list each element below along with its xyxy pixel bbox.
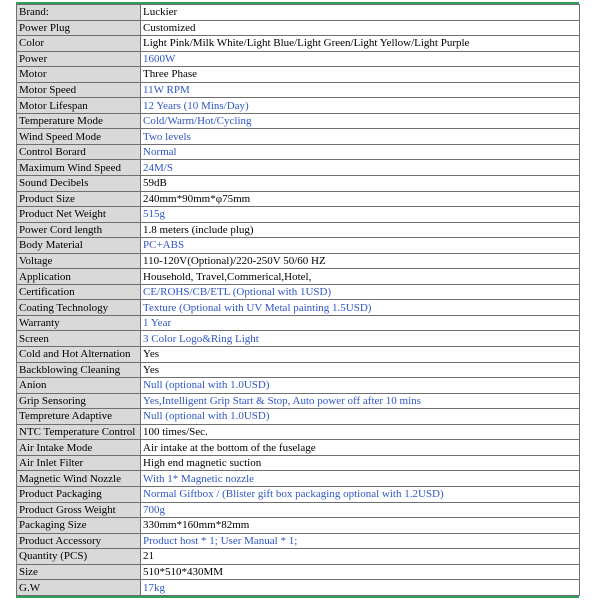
spec-value: 59dB [141, 176, 580, 192]
spec-label: Motor Speed [17, 82, 141, 98]
table-row [17, 207, 580, 223]
spec-value: Null (optional with 1.0USD) [141, 409, 580, 425]
spec-label: Sound Decibels [17, 176, 141, 192]
table-row [17, 455, 580, 471]
spec-label: Brand: [17, 5, 141, 21]
table-row [17, 315, 580, 331]
spec-label: Grip Sensoring [17, 393, 141, 409]
spec-value: Normal [141, 144, 580, 160]
table-row [17, 284, 580, 300]
table-row [17, 518, 580, 534]
table-row [17, 269, 580, 285]
table-row [17, 549, 580, 565]
spec-value: Customized [141, 20, 580, 36]
spec-label: Magnetic Wind Nozzle [17, 471, 141, 487]
spec-label: Air Intake Mode [17, 440, 141, 456]
spec-label: Maximum Wind Speed [17, 160, 141, 176]
spec-value: 100 times/Sec. [141, 424, 580, 440]
spec-label: Voltage [17, 253, 141, 269]
spec-value: 1.8 meters (include plug) [141, 222, 580, 238]
spec-label: Air Inlet Filter [17, 455, 141, 471]
table-row [17, 300, 580, 316]
spec-label: Motor [17, 67, 141, 83]
table-row [17, 393, 580, 409]
table-row [17, 580, 580, 596]
spec-value: Cold/Warm/Hot/Cycling [141, 113, 580, 129]
spec-label: Power Cord length [17, 222, 141, 238]
table-row [17, 440, 580, 456]
spec-label: Product Size [17, 191, 141, 207]
table-row [17, 331, 580, 347]
table-row [17, 82, 580, 98]
spec-value: Normal Giftbox / (Blister gift box packaging optional with 1.2USD) [141, 486, 580, 502]
spec-value: 700g [141, 502, 580, 518]
table-row [17, 533, 580, 549]
spec-value: 3 Color Logo&Ring Light [141, 331, 580, 347]
table-row [17, 471, 580, 487]
spec-table-body [17, 5, 580, 596]
spec-value: 510*510*430MM [141, 564, 580, 580]
spec-label: NTC Temperature Control [17, 424, 141, 440]
spec-value: High end magnetic suction [141, 455, 580, 471]
table-row [17, 564, 580, 580]
spec-label: Size [17, 564, 141, 580]
spec-label: Product Packaging [17, 486, 141, 502]
spec-value: 21 [141, 549, 580, 565]
spec-value: Luckier [141, 5, 580, 21]
spec-label: Packaging Size [17, 518, 141, 534]
table-row [17, 129, 580, 145]
table-row [17, 191, 580, 207]
spec-label: Control Borard [17, 144, 141, 160]
spec-value: 1600W [141, 51, 580, 67]
spec-value: Yes,Intelligent Grip Start & Stop, Auto power off after 10 mins [141, 393, 580, 409]
table-row [17, 362, 580, 378]
spec-label: Cold and Hot Alternation [17, 347, 141, 363]
spec-value: Yes [141, 347, 580, 363]
spec-label: Backblowing Cleaning [17, 362, 141, 378]
table-row [17, 378, 580, 394]
spec-label: Power Plug [17, 20, 141, 36]
spec-value: Texture (Optional with UV Metal painting 1.5USD) [141, 300, 580, 316]
spec-label: Color [17, 36, 141, 52]
spec-label: Coating Technology [17, 300, 141, 316]
spec-value: 515g [141, 207, 580, 223]
spec-label: Body Material [17, 238, 141, 254]
spec-label: Motor Lifespan [17, 98, 141, 114]
table-row [17, 113, 580, 129]
table-row [17, 144, 580, 160]
table-row [17, 98, 580, 114]
spec-value: 12 Years (10 Mins/Day) [141, 98, 580, 114]
spec-label: Product Gross Weight [17, 502, 141, 518]
spec-label: Screen [17, 331, 141, 347]
spec-label: Warranty [17, 315, 141, 331]
spec-value: 110-120V(Optional)/220-250V 50/60 HZ [141, 253, 580, 269]
table-row [17, 253, 580, 269]
spec-value: Yes [141, 362, 580, 378]
spec-value: Light Pink/Milk White/Light Blue/Light Green/Light Yellow/Light Purple [141, 36, 580, 52]
bottom-divider [16, 596, 579, 598]
spec-sheet [16, 2, 579, 596]
spec-value: CE/ROHS/CB/ETL (Optional with 1USD) [141, 284, 580, 300]
spec-label: Quantity (PCS) [17, 549, 141, 565]
spec-label: Certification [17, 284, 141, 300]
spec-value: Two levels [141, 129, 580, 145]
table-row [17, 36, 580, 52]
table-row [17, 486, 580, 502]
spec-label: Product Accessory [17, 533, 141, 549]
table-row [17, 160, 580, 176]
spec-value: Null (optional with 1.0USD) [141, 378, 580, 394]
spec-label: G.W [17, 580, 141, 596]
spec-value: 11W RPM [141, 82, 580, 98]
table-row [17, 222, 580, 238]
spec-value: Household, Travel,Commerical,Hotel, [141, 269, 580, 285]
spec-value: Three Phase [141, 67, 580, 83]
spec-value: 330mm*160mm*82mm [141, 518, 580, 534]
spec-value: 240mm*90mm*φ75mm [141, 191, 580, 207]
spec-value: Air intake at the bottom of the fuselage [141, 440, 580, 456]
spec-label: Temperature Mode [17, 113, 141, 129]
table-row [17, 67, 580, 83]
spec-value: Product host * 1; User Manual * 1; [141, 533, 580, 549]
table-row [17, 5, 580, 21]
spec-label: Tempreture Adaptive [17, 409, 141, 425]
table-row [17, 238, 580, 254]
table-row [17, 409, 580, 425]
spec-table [16, 4, 580, 596]
spec-value: With 1* Magnetic nozzle [141, 471, 580, 487]
table-row [17, 176, 580, 192]
table-row [17, 20, 580, 36]
table-row [17, 51, 580, 67]
table-row [17, 347, 580, 363]
spec-label: Wind Speed Mode [17, 129, 141, 145]
spec-value: 24M/S [141, 160, 580, 176]
spec-label: Power [17, 51, 141, 67]
spec-value: 17kg [141, 580, 580, 596]
spec-value: 1 Year [141, 315, 580, 331]
spec-label: Product Net Weight [17, 207, 141, 223]
spec-value: PC+ABS [141, 238, 580, 254]
table-row [17, 424, 580, 440]
spec-label: Application [17, 269, 141, 285]
table-row [17, 502, 580, 518]
spec-label: Anion [17, 378, 141, 394]
